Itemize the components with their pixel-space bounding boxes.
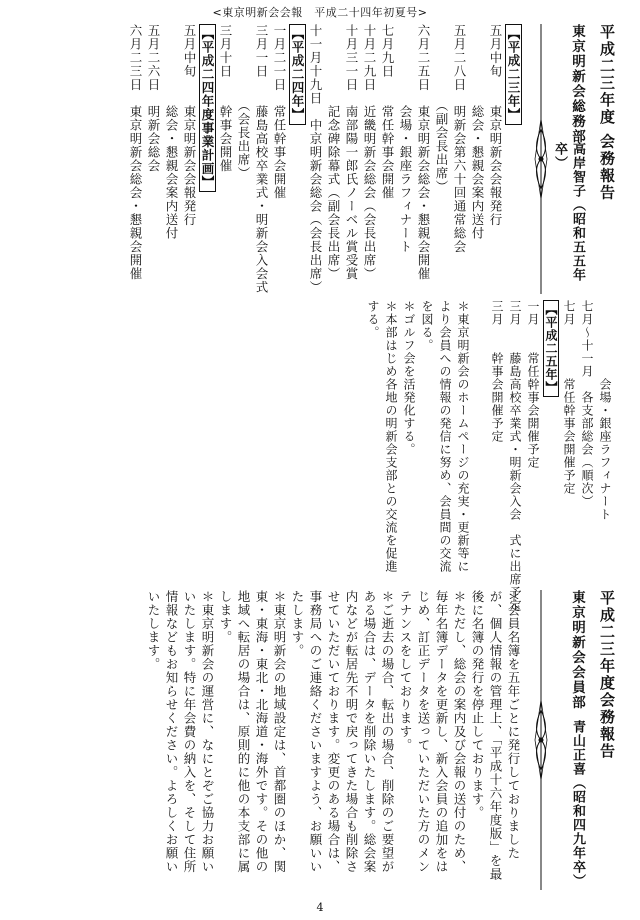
list-item: 七月九日 常任幹事会開催 [380, 24, 395, 200]
ornament-divider [530, 24, 552, 294]
note-item: ＊東京明新会の運営に、なにとぞご協力お願いいたします。特に年会費の納入を、そして住所情報などもお知らせください。よろしくお願いいたします。 [146, 590, 215, 874]
report1-notes [364, 300, 472, 575]
report1-continued [18, 300, 622, 612]
report1-top [18, 24, 622, 294]
list-item: 五月中旬 東京明新会会報発行 [488, 24, 503, 227]
h25-heading: 【平成二五年】 [543, 300, 559, 397]
h24-heading: 【平成二四年】 [289, 24, 306, 125]
note-item: ＊ゴルフ会を活発化する。 [402, 300, 416, 456]
list-item: 一月 常任幹事会開催予定 [526, 300, 540, 469]
list-item: 一月二一日 常任幹事会開催 [272, 24, 287, 200]
report2-author: 青山正喜（昭和四九年卒） [570, 720, 585, 888]
list-item: 総会・懇親会案内送付 [470, 24, 485, 240]
newsletter-header: <東京明新会会報 平成二十四年初夏号> [212, 6, 428, 19]
note-item: ＊本部はじめ各地の明新会支部との交流を促進する。 [366, 300, 398, 573]
report1-author: 高岸智子（昭和五五年卒） [552, 142, 585, 282]
list-item: 総会・懇親会案内送付 [164, 24, 179, 240]
list-item: 三月十日 幹事会開催 [218, 24, 233, 173]
report2-notes [144, 590, 522, 885]
list-item: （会長出席） [236, 24, 251, 180]
list-item: （副会長出席） [434, 24, 449, 194]
report1-title: 平成二三年度 会務報告 [598, 24, 616, 202]
note-item: ＊ご逝去の場合、転出の場合、削除のご要望がある場合は、データを削除いたします。総会案内などが転居先不明で戻ってきた場合も削除させていただいております。変更のある場合は、事務局へのご連絡くださいますよう、お願いいたします。 [290, 590, 395, 874]
h23-heading: 【平成二三年】 [505, 24, 522, 125]
list-item: 十月三一日 南部陽一郎氏ノーベル賞受賞 [344, 24, 359, 281]
note-item: ＊ただし、総会の案内及び会報の送付のため、毎年名簿データを更新し、新入会員の追加をはじめ、訂正データを送っていただいた方のメンテナンスをしております。 [398, 590, 467, 874]
list-item: 十月二九日 近畿明新会総会（会長出席） [362, 24, 377, 281]
list-item: 記念碑除幕式（副会長出席） [326, 24, 341, 281]
ornament-divider [530, 590, 552, 890]
note-item: ＊東京明新会の地域設定は、首都圏のほか、関東・東海・東北・北海道・海外です。その他の地域へ転居の場合は、原則的に他の本支部に属します。 [218, 590, 287, 874]
list-item: 十一月十九日 中京明新会総会（会長出席） [308, 24, 323, 294]
list-item: 六月二三日 東京明新会総会・懇親会開催 [128, 24, 143, 281]
plan-continued [488, 300, 614, 612]
list-item: 五月二八日 明新会第六十回通常総会 [452, 24, 467, 254]
h23-list [126, 24, 522, 294]
list-item: 会場・銀座ラフィナート [598, 300, 612, 521]
list-item: 七月～十一月 各支部総会（順次） [580, 300, 594, 508]
list-item: 三月一日 藤島高校卒業式・明新会入会式 [254, 24, 269, 294]
plan-heading: 【平成二四年度事業計画】 [199, 24, 216, 192]
list-item: 三月 幹事会開催予定 [490, 300, 504, 443]
note-item: ＊会員名簿を五年ごとに発行しておりましたが、個人情報の管理上、「平成十六年度版」を最後に名簿の発行を停止しております。 [470, 590, 521, 881]
list-item: 五月二六日 明新会総会 [146, 24, 161, 173]
list-item: 五月中旬 東京明新会会報発行 [182, 24, 197, 227]
report2-dept: 東京明新会会員部 [569, 590, 585, 710]
list-item: 会場・銀座ラフィナート [398, 24, 413, 254]
note-item: ＊東京明新会のホームページの充実・更新等により会員への情報の発信に努め、会員間の交流を図る。 [420, 300, 470, 573]
report2-section [18, 590, 622, 890]
page-number: 4 [316, 901, 324, 914]
report2-title: 平成二三年度会務報告 [598, 590, 616, 760]
list-item: 六月二五日 東京明新会総会・懇親会開催 [416, 24, 431, 281]
list-item: 三月 藤島高校卒業式・明新会入会 式に出席予定 [508, 300, 522, 612]
list-item: 七月 常任幹事会開催予定 [562, 300, 576, 495]
report1-dept: 東京明新会総務部 [569, 24, 585, 144]
